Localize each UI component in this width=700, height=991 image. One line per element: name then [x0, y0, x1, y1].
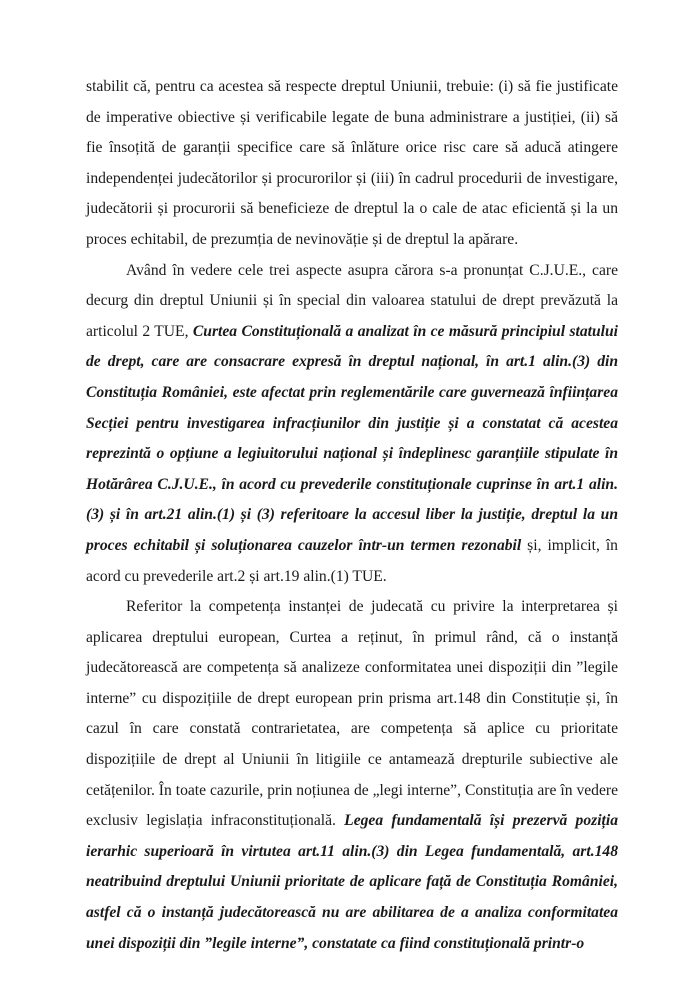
paragraph-1-text: stabilit că, pentru ca acestea să respecte dreptul Uniunii, trebuie: (i) să fie justificate de imperative obiective și verificabile legate de buna administrare a justiției, (ii) să fie însoțită de garanții specifice care să înlăture orice risc care să aducă atingere independenței judecătorilor și procurorilor și (iii) în cadrul procedurii de investigare, judecătorii și procurorii să beneficieze de dreptul la o cale de atac eficientă și la un proces echitabil, de prezumția de nevinovăție și de dreptul la apărare. — [86, 78, 618, 248]
paragraph-3-emphasis: Legea fundamentală își prezervă poziția ierarhic superioară în virtutea art.11 alin.(3) din Legea fundamentală, art.148 neatribuind dreptului Uniunii prioritate de aplicare față de Constituția României, astfel că o instanță judecătorească nu are abilitarea de a analiza conformitatea unei dispoziții din ”legile interne”, constatate ca fiind constituțională printr-o — [86, 812, 619, 952]
paragraph-2-lead: Având în vedere cele trei aspecte asupra cărora s-a pronunțat C.J.U.E., care decurg din dreptul Uniunii și în special din valoarea statului de drept prevăzută la articolul 2 TUE, — [86, 261, 618, 340]
paragraph-2-tail: și, implicit, în acord cu prevederile art.2 și art.19 alin.(1) TUE. — [86, 536, 618, 585]
document-page — [86, 72, 618, 959]
paragraph-continuation — [86, 72, 618, 256]
paragraph-2-emphasis: Curtea Constituțională a analizat în ce măsură principiul statului de drept, care are consacrare expresă în dreptul național, în art.1 alin.(3) din Constituția României, este afectat prin reglementările care guvernează înființarea Secției pentru investigarea infracțiunilor din justiție și a constatat că acestea reprezintă o opțiune a legiuitorului național și îndeplinesc garanțiile stipulate în Hotărârea C.J.U.E., în acord cu prevederile constituționale cuprinse în art.1 alin.(3) și în art.21 alin.(1) și (3) referitoare la accesul liber la justiție, dreptul la un proces echitabil și soluționarea cauzelor într-un termen rezonabil — [86, 322, 618, 554]
paragraph-cjue-analysis — [86, 256, 618, 593]
paragraph-3-lead: Referitor la competența instanței de judecată cu privire la interpretarea și aplicarea dreptului european, Curtea a reținut, în primul rând, că o instanță judecătorească are competența să analizeze conformitatea unei dispoziții din ”legile interne” cu dispozițiile de drept european prin prisma art.148 din Constituție și, în cazul în care constată contrarietatea, are competența să aplice cu prioritate dispozițiile de drept al Uniunii în litigiile ce antamează drepturile subiective ale cetățenilor. În toate cazurile, prin noțiunea de „legi interne”, Constituția are în vedere exclusiv legislația infraconstituțională. — [86, 598, 618, 830]
paragraph-court-competence — [86, 592, 618, 959]
